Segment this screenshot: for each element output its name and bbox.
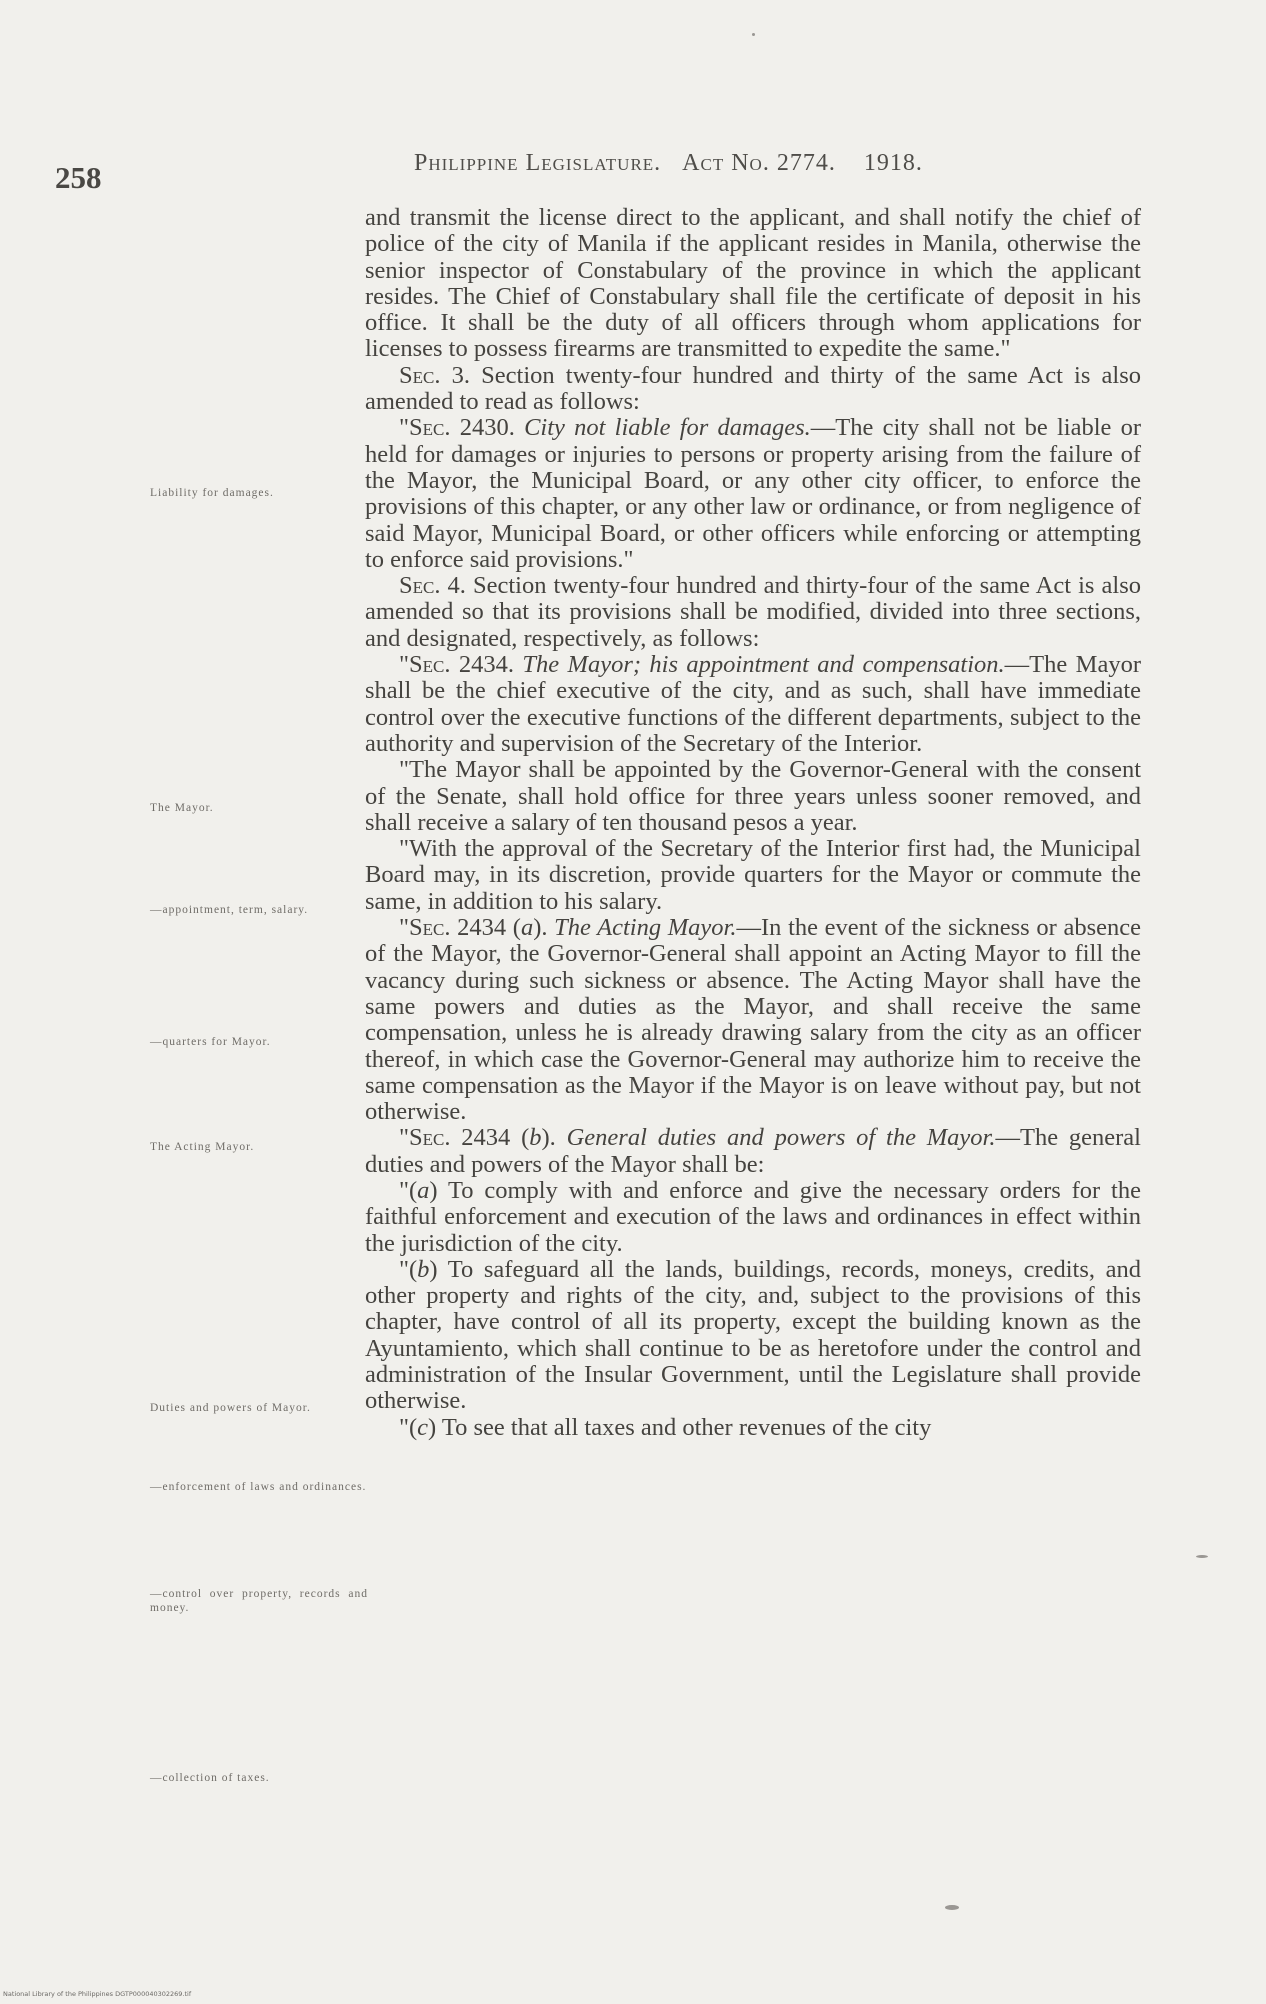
scan-footer: National Library of the Philippines DGTP000040302269.tif [3, 1990, 192, 1998]
paragraph: "The Mayor shall be appointed by the Governor-General with the consent of the Senate, shall hold office for three years unless sooner removed, and shall receive a salary of ten thousand pesos a year. [365, 756, 1141, 836]
running-head [414, 150, 923, 177]
paragraph: Sec. 4. Section twenty-four hundred and thirty-four of the same Act is also amended so that its provisions shall be modified, divided into three sections, and designated, respectively, as follows: [365, 572, 1141, 652]
margin-note: —control over property, records and money. [150, 1588, 368, 1614]
scan-speck [752, 33, 755, 36]
paragraph: "Sec. 2434 (b). General duties and powers of the Mayor.—The general duties and powers of the Mayor shall be: [365, 1124, 1141, 1178]
margin-note: Duties and powers of Mayor. [150, 1402, 311, 1414]
margin-note: The Mayor. [150, 802, 214, 814]
body-text [365, 205, 1141, 1441]
paragraph: "Sec. 2434 (a). The Acting Mayor.—In the event of the sickness or absence of the Mayor, the Governor-General shall appoint an Acting Mayor to fill the vacancy during such sickness or absence. The Acting Mayor shall have the same powers and duties as the Mayor, and shall receive the same compensation, unless he is already drawing salary from the city as an officer thereof, in which case the Governor-General may authorize him to receive the same compensation as the Mayor if the Mayor is on leave without pay, but not otherwise. [365, 914, 1141, 1126]
paragraph: "Sec. 2430. City not liable for damages.—The city shall not be liable or held for damages or injuries to persons or property arising from the failure of the Mayor, the Municipal Board, or any other city officer, to enforce the provisions of this chapter, or any other law or ordinance, or from negligence of said Mayor, Municipal Board, or other officers while enforcing or attempting to enforce said provisions." [365, 414, 1142, 573]
margin-note: Liability for damages. [150, 487, 274, 499]
page-number: 258 [55, 160, 102, 195]
paragraph: Sec. 3. Section twenty-four hundred and thirty of the same Act is also amended to read as follows: [365, 361, 1141, 416]
paragraph: "(c) To see that all taxes and other revenues of the city [399, 1413, 932, 1441]
margin-note: The Acting Mayor. [150, 1141, 255, 1153]
paragraph: "(a) To comply with and enforce and give the necessary orders for the faithful enforcement and execution of the laws and ordinances in effect within the jurisdiction of the city. [365, 1176, 1141, 1257]
scan-speck [1196, 1555, 1208, 1558]
running-head-act: Act No. 2774. [682, 150, 836, 176]
margin-note: —enforcement of laws and ordinances. [150, 1481, 367, 1493]
scan-speck [945, 1905, 959, 1910]
paragraph: "With the approval of the Secretary of the Interior first had, the Municipal Board may, in its discretion, provide quarters for the Mayor or commute the same, in addition to his salary. [365, 835, 1141, 915]
margin-note: —quarters for Mayor. [150, 1036, 271, 1048]
paragraph: "Sec. 2434. The Mayor; his appointment and compensation.—The Mayor shall be the chief executive of the city, and as such, shall have immediate control over the executive functions of the different departments, subject to the authority and supervision of the Secretary of the Interior. [365, 651, 1141, 757]
running-head-title: Philippine Legislature. [414, 150, 662, 176]
margin-note: —collection of taxes. [150, 1772, 270, 1784]
paragraph: "(b) To safeguard all the lands, buildings, records, moneys, credits, and other property and rights of the city, and, subject to the provisions of this chapter, have control of all its property, except the building known as the Ayuntamiento, which shall continue to be as heretofore under the control and administration of the Insular Government, until the Legislature shall provide otherwise. [365, 1255, 1141, 1415]
paragraph: and transmit the license direct to the applicant, and shall notify the chief of police of the city of Manila if the applicant resides in Manila, otherwise the senior inspector of Constabulary of the province in which the applicant resides. The Chief of Constabulary shall file the certificate of deposit in his office. It shall be the duty of all officers through whom applications for licenses to possess firearms are transmitted to expedite the same." [365, 204, 1141, 363]
running-head-year: 1918. [863, 150, 923, 176]
margin-note: —appointment, term, salary. [150, 904, 309, 916]
